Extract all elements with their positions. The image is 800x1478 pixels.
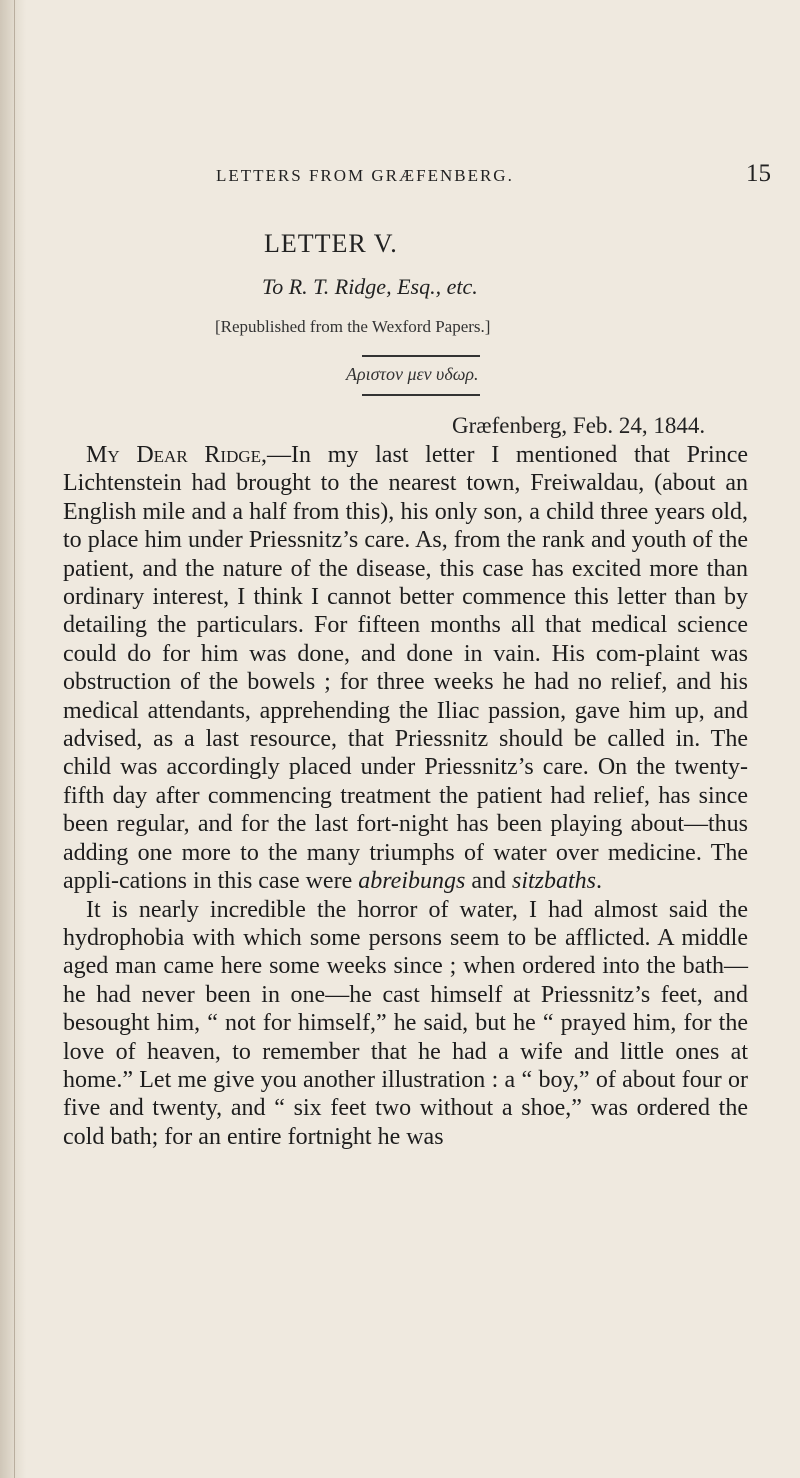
conjunction: and [471,868,506,895]
paragraph-1-end: . [596,868,603,895]
salutation: My Dear Ridge, [86,442,268,468]
term-sitzbaths: sitzbaths [512,868,597,895]
paragraph-2: It is nearly incredible the horror of water, I had almost said the hydrophobia with which some persons seem to be afflicted. A middle aged man came here some weeks since ; when ordered into the bath—he had never been in one—he cast himself at Priessnitz’s feet, and besought him, “ not for himself,” he said, but he “ prayed him, for the love of heaven, to remember that he had a wife and little ones at home.” Let me give you another illustration : a “ boy,” of about four or five and twenty, and “ six feet two without a shoe,” was ordered the cold bath; for an entire fortnight he was [63,896,748,1150]
greek-epigraph: Αριστον μεν υδωρ. [346,364,479,384]
gutter-line [14,0,15,1478]
source-note: [Republished from the Wexford Papers.] [215,317,491,336]
running-head: LETTERS FROM GRÆFENBERG. [216,166,514,185]
term-abreibungs: abreibungs [358,868,466,895]
paragraph-1 [63,441,748,896]
epigraph-rule-bottom [362,394,480,396]
epigraph-rule-top [362,355,480,357]
letter-title: LETTER V. [264,229,398,258]
page-number: 15 [746,160,771,187]
letter-dateline: Græfenberg, Feb. 24, 1844. [452,413,706,438]
letter-body [63,441,748,1151]
page-gutter-shadow [0,0,26,1478]
letter-addressee: To R. T. Ridge, Esq., etc. [262,274,478,299]
paragraph-1-text: —In my last letter I mentioned that Prince Lichtenstein had brought to the nearest town, Freiwaldau, (about an English mile and a half from this), his only son, a child three years old, to place him under Priessnitz’s care. As, from the rank and youth of the patient, and the nature of the disease, this case has excited more than ordinary interest, I think I cannot better commence this letter than by detailing the particulars. For fifteen months all that medical science could do for him was done, and done in vain. His com-plaint was obstruction of the bowels ; for three weeks he had no relief, and his medical attendants, apprehending the Iliac passion, gave him up, and advised, as a last resource, that Priessnitz should be called in. The child was accordingly placed under Priessnitz’s care. On the twenty-fifth day after commencing treatment the patient had relief, has since been regular, and for the last fort-night has been playing about—thus adding one more to the many triumphs of water over medicine. The appli-cations in this case were [63,442,748,895]
